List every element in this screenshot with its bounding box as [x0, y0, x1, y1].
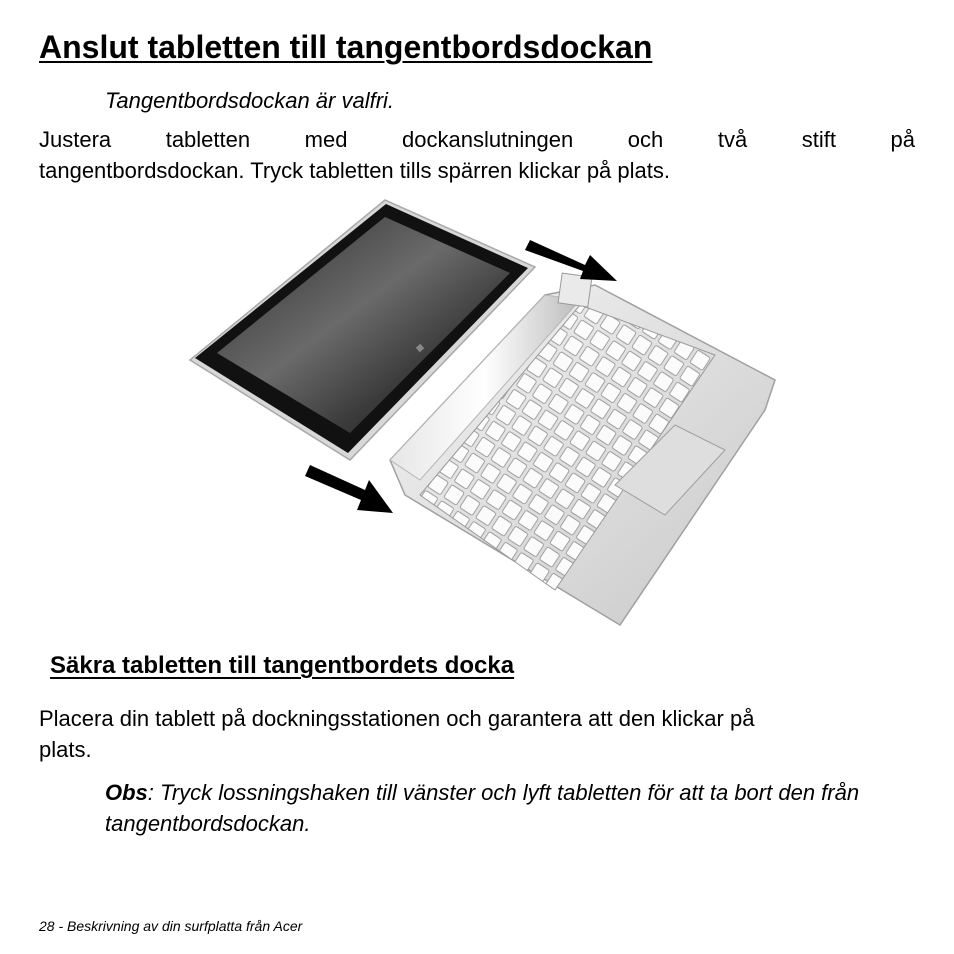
word: två [717, 127, 748, 152]
obs-label: Obs [105, 780, 148, 805]
optional-note: Tangentbordsdockan är valfri. [105, 88, 395, 113]
obs-note [105, 777, 915, 839]
paragraph-2-line-1: Placera din tablett på dockningsstationen och garantera att den klickar på [39, 706, 755, 731]
word: på [890, 127, 915, 152]
section-subheading: Säkra tabletten till tangentbordets docka [50, 652, 515, 679]
word: och [627, 127, 664, 152]
paragraph-1-line-2: tangentbordsdockan. Tryck tabletten tills spärren klickar på plats. [39, 158, 670, 183]
instruction-paragraph-1 [39, 124, 915, 186]
word: med [304, 127, 348, 152]
word: dockanslutningen [402, 127, 574, 152]
word: stift [801, 127, 836, 152]
paragraph-2-line-2: plats. [39, 737, 92, 762]
word: tabletten [165, 127, 251, 152]
word: Justera [39, 127, 112, 152]
paragraph-1-line-1 [39, 124, 915, 155]
instruction-paragraph-2 [39, 703, 915, 765]
page-title: Anslut tabletten till tangentbordsdockan [39, 29, 653, 65]
page-footer: 28 - Beskrivning av din surfplatta från Acer [39, 918, 303, 934]
tablet-dock-illustration [185, 195, 785, 630]
obs-text: : Tryck lossningshaken till vänster och lyft tabletten för att ta bort den från tangentbordsdockan. [105, 780, 860, 836]
